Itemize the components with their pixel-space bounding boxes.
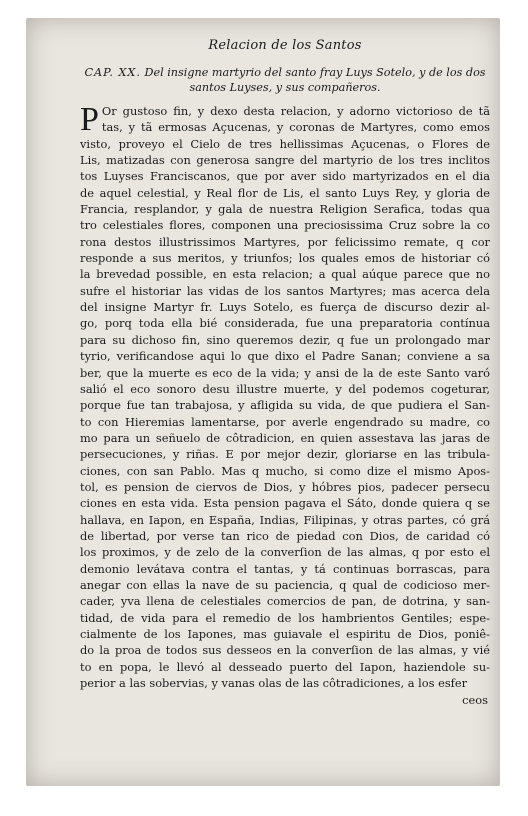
text-line: tas, y tã ermosas Açucenas, y coronas de Martyres, como emos xyxy=(101,120,490,135)
text-line: demonio levátava contra el tantas, y tá continuas borrascas, para xyxy=(80,561,490,576)
text-line: salió el eco sonoro desu illustre muerte, y del podemos cogeturar, xyxy=(80,381,490,396)
chapter-label: CAP. XX. xyxy=(84,66,141,79)
text-line: del insigne Martyr fr. Luys Sotelo, es fuerça de discurso dezir al- xyxy=(80,300,490,315)
text-line: tyrio, verificandose aqui lo que dixo el Padre Sanan; conviene a sa xyxy=(80,349,490,364)
page-content xyxy=(80,38,490,707)
text-line: Lis, matizadas con generosa sangre del martyrio de los tres inclitos xyxy=(80,153,490,168)
text-line: to con Hieremias lamentarse, por averle engendrado su madre, co xyxy=(80,414,490,429)
text-line: la brevedad possible, en esta relacion; a qual aúque parece que no xyxy=(80,267,490,282)
text-line: perior a las sobervias, y vanas olas de las côtradiciones, a los esfer xyxy=(80,676,468,691)
text-line: tidad, de vida para el remedio de los hambrientos Gentiles; espe- xyxy=(80,610,490,625)
running-head: Relacion de los Santos xyxy=(208,38,362,53)
text-line: de libertad, por verse tan rico de piedad con Dios, de caridad có xyxy=(80,528,490,543)
text-line: ciones, con san Pablo. Mas q mucho, si como dize el mismo Apos- xyxy=(80,463,490,478)
text-line: persecuciones, y riñas. E por mejor dezir, gloriarse en las tribula- xyxy=(80,447,490,462)
text-line: Francia, resplandor, y gala de nuestra Religion Serafica, todas qua xyxy=(80,202,490,217)
text-line: anegar con ellas la nave de su paciencia, q qual de codicioso mer- xyxy=(80,577,490,592)
text-line: Or gustoso fin, y dexo desta relacion, y adorno victorioso de tã xyxy=(101,104,490,118)
chapter-title: Del insigne martyrio del santo fray Luys Sotelo, y de los dos santos Luyses, y sus compañeros. xyxy=(144,66,486,94)
chapter-heading xyxy=(80,65,490,95)
text-line: rona destos illustrissimos Martyres, por felicissimo remate, q cor xyxy=(80,234,490,249)
text-line: ber, que la muerte es eco de la vida; y ansi de la de este Santo varó xyxy=(80,365,490,380)
catchword: ceos xyxy=(462,693,488,708)
text-line: para su dichoso fin, sino queremos dezir, q fue un prolongado mar xyxy=(80,332,490,347)
text-line: tos Luyses Franciscanos, que por aver sido martyrizados en el dia xyxy=(80,169,490,184)
text-line: tro celestiales flores, componen una preciosissima Cruz sobre la co xyxy=(80,218,490,233)
text-line: do la proa de todos sus desseos en la converſion de las almas, y vié xyxy=(80,643,490,658)
text-line: go, porq toda ella bié considerada, fue una preparatoria contínua xyxy=(80,316,490,331)
text-line: hallava, en Iapon, en España, Indias, Filipinas, y otras partes, có grá xyxy=(80,512,490,527)
body-text xyxy=(80,103,490,691)
text-line: to en popa, le llevó al desseado puerto del Iapon, haziendole su- xyxy=(80,659,490,674)
text-line: cialmente de los Iapones, mas guiavale el espiritu de Dios, poniê- xyxy=(80,627,490,641)
text-line: sufre el historiar las vidas de los santos Martyres; mas acerca dela xyxy=(80,283,490,298)
text-line: porque fue tan trabajosa, y afligida su vida, de que pudiera el San- xyxy=(80,398,490,413)
text-line: cader, yva llena de celestiales comercios de pan, de dotrina, y san- xyxy=(80,594,490,609)
text-line: responde a sus meritos, y triunfos; los quales emos de historiar có xyxy=(80,251,490,266)
text-line: visto, proveyo el Cielo de tres hellissimas Açucenas, o Flores de xyxy=(80,136,490,151)
text-line: los proximos, y de zelo de la converſion de las almas, q por esto el xyxy=(80,545,490,560)
text-line: mo para un señuelo de côtradicion, en quien assestava las jaras de xyxy=(80,430,490,445)
text-line: ciones en esta vida. Esta pension pagava el Sáto, donde quiera q se xyxy=(80,496,490,511)
drop-cap: P xyxy=(80,101,99,138)
text-line: tol, es pension de ciervos de Dios, y hóbres pios, padecer persecu xyxy=(80,479,490,494)
text-line: de aquel celestial, y Real flor de Lis, el santo Luys Rey, y gloria de xyxy=(80,185,490,200)
book-page xyxy=(26,18,500,786)
